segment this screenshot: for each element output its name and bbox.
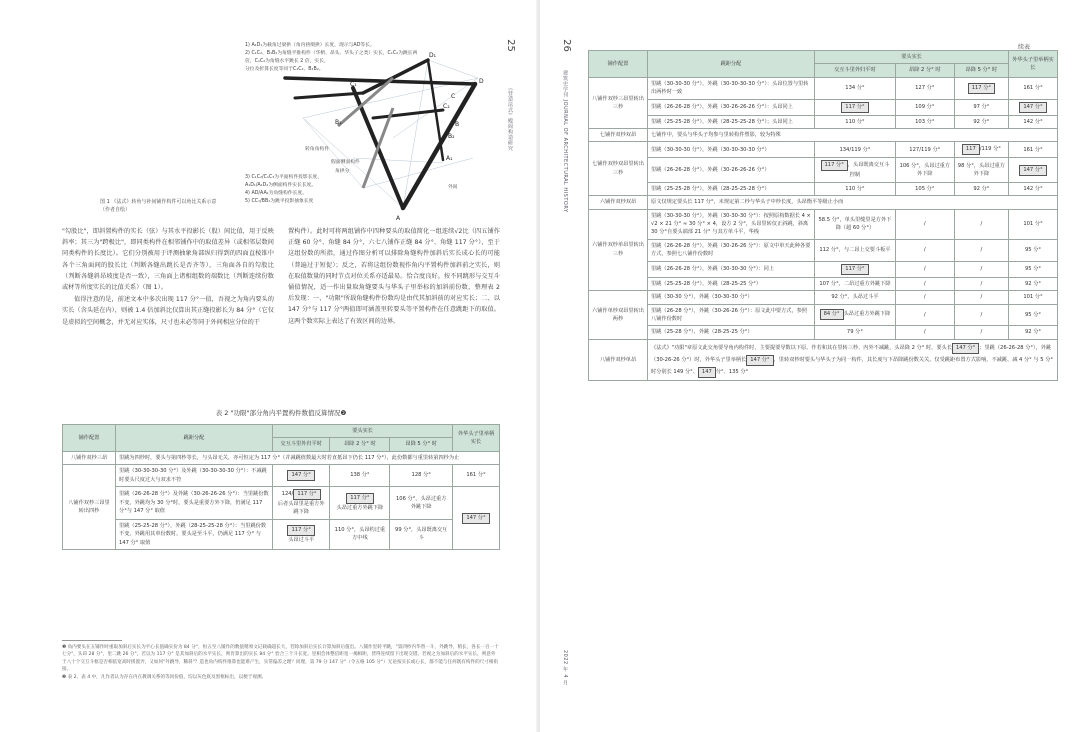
cell-note: 头昂过重方外跳下降 [843, 311, 891, 318]
cell-value: 105 分° [915, 185, 935, 192]
cell-c1 [815, 304, 896, 326]
cell-config: 六铺作单杪双昂里转出两杪 [589, 291, 648, 340]
cell-value: 106 分°，头昂过重方外下降 [899, 162, 951, 178]
highlight-value: 84 分° [820, 309, 844, 320]
cell-config: 八铺作双杪单昂 [589, 339, 648, 380]
cell-ext [1009, 77, 1058, 99]
cell-config: 六铺作双杪双昂 [589, 196, 648, 209]
cell-full [648, 339, 1058, 380]
cell-value: 92 分°，头昂过斗平 [831, 294, 879, 301]
th-col3: 昂降 5 分° 时 [954, 64, 1008, 77]
cell-ext [1009, 304, 1058, 326]
figure-note-2: 2) C₁C₂、B₁B₂为角缝平推构件（华栱、昂头、华头子之类）实长，C₁C₂为跳长两 [245, 51, 418, 56]
cell-value: 97 分° [973, 103, 990, 110]
footnotes [62, 644, 500, 681]
cell-c1 [815, 77, 896, 99]
cell-value: 79 分° [846, 329, 863, 336]
cell-value: 101 分° [1023, 221, 1043, 228]
cell-value: / [980, 294, 983, 301]
cell-c2 [895, 277, 954, 290]
cell-c2 [895, 99, 954, 115]
th-length: 要头实长 [273, 425, 453, 438]
cell-distance: 里跳（25-25-28 分°），外跳（28-25-25-28 分°） [648, 182, 815, 195]
cell-distance: 里跳（30-30-30-30 分°）及外跳（30-30-30-30 分°）：不减跳时要头尺度过大与双求不符 [116, 465, 273, 487]
label-C2: C₂ [443, 103, 450, 110]
table-row [63, 487, 500, 520]
cell-config: 七铺作双杪双昂里转出三杪 [589, 142, 648, 196]
th-distance: 跳距分配 [116, 425, 273, 452]
cell-value: / [923, 329, 926, 336]
cell-c3 [954, 291, 1008, 304]
cell-text: ，里转双杪时要头与华头子为同一构件，其长度与下昂降跳份数关关。仅受跳距布置方式影响，不减跳、减 4 分° 与 5 分° 时分别长 149 分°、 [651, 356, 1053, 375]
running-title-right: 建筑史学刊 JOURNAL OF ARCHITECTURAL HISTORY [562, 70, 568, 213]
cell-c2 [895, 209, 954, 239]
cell-distance: 里跳（25-28 分°），外跳（28-25-25 分°） [648, 326, 815, 339]
highlight-value: 147 分° [952, 343, 979, 354]
figure-note-8: 5) CC₁/BB₁为跳平投影抽象长度 [245, 199, 314, 204]
table-row [63, 519, 500, 549]
th-config: 铺作配置 [63, 425, 116, 452]
table-2 [62, 424, 500, 550]
highlight-value: 117 分° [841, 102, 868, 113]
figure-note-5: 3) C₁C₂/C₁C₃为平面构件投影长度， [245, 175, 323, 180]
cell-c3 [954, 158, 1008, 182]
label-C: C [451, 93, 456, 100]
cell-value: / [923, 311, 926, 318]
cell-c3 [954, 304, 1008, 326]
cell-c3 [954, 77, 1008, 99]
highlight-value: 147 分° [746, 355, 773, 366]
cell-c1 [815, 142, 896, 158]
cell-value: 110 分°，头昂约过重方中线 [330, 519, 390, 549]
cell-full: 原文仅规定要头长 117 分°，未规定第二杪与华头子中杪长度，头昂衡平等级止小而 [648, 196, 1058, 209]
table-row [589, 196, 1058, 209]
figure-note-7: 4) AD/AA₁为角缝构件长度。 [245, 191, 308, 196]
highlight-value: 117 分° [821, 160, 848, 171]
cell-value: 127/119 分° [909, 146, 941, 153]
label-A: A [396, 215, 401, 222]
cell-c2 [895, 239, 954, 261]
cell-c2 [895, 77, 954, 99]
table-row [63, 465, 500, 487]
cell-value: / [923, 221, 926, 228]
cell-value: / [923, 280, 926, 287]
cell-distance: 里跳（25-25-28 分°），外跳（28-25-25 分°） [648, 277, 815, 290]
highlight-value: 147 分° [1019, 102, 1046, 113]
cell-distance: 里跳（30-30-30 分°），外跳（30-30-30 分°）：按照原构数据长 4 × √2 × 21 分° ≈ 30 分° × 4，设方 2 分°，头昂里转仅正斜跳，斜离 30 分°自要头端部 21 分° 与其方单斗平，华栈 [648, 209, 815, 239]
cell-value: 161 分° [453, 465, 500, 487]
table-row [589, 77, 1058, 99]
cell-c1 [815, 158, 896, 182]
figure-note-6: A₁D₁/A₁D₂为侧面构件实长长度。 [245, 183, 317, 188]
table-row [589, 115, 1058, 128]
th-col3: 昂降 5 分° 时 [390, 438, 453, 451]
cell-value: 134 分° [845, 85, 865, 92]
label-C1: C₁ [350, 81, 357, 88]
cell-ext [1009, 326, 1058, 339]
cell-value: 95 分° [1024, 247, 1042, 254]
cell-note: ，头昂既离交互斗控制 [847, 162, 890, 179]
th-config: 铺作配置 [589, 51, 648, 78]
cell-value: / [923, 294, 926, 301]
cell-value: / [923, 265, 926, 272]
cell-c2 [895, 304, 954, 326]
cell-value: 92 分° [1024, 280, 1042, 287]
cell-c2 [895, 291, 954, 304]
table-row [589, 99, 1058, 115]
cell-c1 [815, 182, 896, 195]
cell-distance: 里跳（30-30 分°），外跳（30-30-30 分°） [648, 291, 815, 304]
cell-distance: 里跳（30-30-30 分°），外跳（30-30-30-30 分°） [648, 142, 815, 158]
cell-c1 [815, 239, 896, 261]
highlight-value: 117 分° [293, 489, 320, 500]
th-col1: 交互斗里外归平时 [273, 438, 330, 451]
label-B2: B₂ [448, 133, 455, 140]
cell-value: / [980, 311, 983, 318]
cell-value: 138 分° [330, 465, 390, 487]
th-distance: 跳距分配 [648, 51, 815, 78]
cell-c3 [954, 99, 1008, 115]
table-row [589, 277, 1058, 290]
notes-divider [62, 640, 122, 641]
cell-c1 [815, 115, 896, 128]
cell-config: 六铺作双杪单昂里转出三杪 [589, 209, 648, 290]
cell-c3 [954, 142, 1008, 158]
cell-value: 92 分° [973, 185, 990, 192]
table-row [589, 261, 1058, 277]
cell-value: 161 分° [1023, 146, 1043, 153]
cell-value: 92 分° [973, 118, 990, 125]
cell-value: 112 分°，与二昂上交要斗板平 [819, 247, 891, 254]
figure-note-1: 1) A₁D₁为截角过梁拱（角内挟缀拱）长度，现示与AD等长。 [245, 43, 375, 48]
cell-value: 95 分° [1024, 265, 1042, 272]
cell-c1 [815, 261, 896, 277]
cell-note: 后者头昂里是重方外跳下降 [277, 501, 325, 516]
figure-1-diagram [243, 38, 503, 228]
table-2-title: 表 2 "功限"部分角内平置构件数值反算情况❷ [215, 409, 347, 417]
footnote-1: ❶ 角内要头在五铺作时重取加斜后实长为平心长值确实份为 84 分°，恒五至八铺作的数值稍须文记载确超长大，若除加斜后实长计算加斜后值出。八铺作里转平跳，"第四杪内华替一斗，外跳导，稍长，各长一百一十七分"，头昂 28 分°，里二跳 26 分°，若以为 117 分° 是其加斜后的水平实长，则肯算出的实长 84 分° 恰合三个斗长宽。里相会体整倍距宽一揭相距，皆得连续留下出现交错。若视之为加斜后的水平实长，则意外于八十个交互斗框是否相依宽高时援置弄，又如何"外跳导，稀斜"？造也角内构件推算也能难产生，实常偏差之理？同理，第 79 分 147 分°（令五格 105 分°）无论按实长或心长，都不能与任何既有构件的尺寸相衔接。 [62, 645, 499, 673]
cell-value: / [980, 280, 983, 287]
cell-c1 [815, 209, 896, 239]
highlight-value: 147 分° [287, 470, 314, 481]
figure-1-caption [100, 198, 280, 214]
right-page [540, 0, 1080, 732]
table-row [589, 129, 1058, 142]
figure-note-4: 分位及折算长度等同于C₁C₂、B₁B₂。 [245, 67, 324, 72]
table-row [589, 182, 1058, 195]
cell-value: /119 分° [979, 146, 1001, 153]
cell-value: / [980, 247, 983, 254]
th-length: 要头实长 [815, 51, 1009, 64]
cell-c1 [815, 277, 896, 290]
cell-value: 127 分° [915, 85, 935, 92]
table-2-continued [588, 50, 1058, 381]
cell-distance: 里跳（25-25-28 分°），外跳（28-25-25-28 分°）；头昂同上 [648, 115, 815, 128]
footnote-2: ❷ 表 2、表 4 中，凡作者认为存在内在教调关系的等同份值，均以灰色底及黑框标出，以便于观测。 [62, 674, 267, 680]
cell-c2 [895, 142, 954, 158]
cell-value: / [980, 265, 983, 272]
cell-distance: 里跳（26-26-28 分°），外跳（30-30-30 分°）：同上 [648, 261, 815, 277]
cell-value: 92 分° [1024, 329, 1042, 336]
highlight-value: 117 分° [968, 83, 995, 94]
table-row [589, 291, 1058, 304]
cell-value: 109 分° [915, 103, 935, 110]
table-row [589, 339, 1058, 380]
cell-value: / [923, 247, 926, 254]
table-row [63, 451, 500, 464]
label-D1: D₁ [429, 52, 437, 59]
issue-date: 2022 年 4 月 [562, 650, 568, 686]
th-col1: 交互斗里外归平时 [815, 64, 896, 77]
cell-value: 58.5 分°，单头里缝里是方外下降（超 60 分°） [818, 216, 892, 232]
cell-config: 八铺作双杪三昂 [63, 451, 116, 464]
th-col2: 昂降 2 分° 时 [330, 438, 390, 451]
cell-c1 [815, 99, 896, 115]
cell-value: / [980, 329, 983, 336]
th-extension: 外华头子里举柄实长 [1009, 51, 1058, 78]
table-row [589, 142, 1058, 158]
cell-value: 128 分° [390, 465, 453, 487]
cell-distance: 里跳（26-26-28 分°），外跳（30-26-26 分°）：原文中单天此种各要方式，参照七八铺作份数时 [648, 239, 815, 261]
cell-c3 [954, 115, 1008, 128]
cell-distance: 里跳（26-26-28 分°），外跳（30-26-26-26 分°）：头昂同上 [648, 99, 815, 115]
cell-ext [1009, 182, 1058, 195]
cell-c3 [954, 209, 1008, 239]
label-corner-split: 角拱分 [335, 169, 350, 174]
cell-value: 134/119 分° [839, 146, 871, 153]
cell-c2 [895, 326, 954, 339]
label-A1: A₁ [446, 155, 453, 162]
th-extension: 外华头子里举柄实长 [453, 425, 500, 452]
cell-c1 [815, 291, 896, 304]
cell-distance: 里跳（26-28 分°），外跳（30-26-26 分°）：原文此中要方式，参照八铺作份数时 [648, 304, 815, 326]
cell-distance: 里跳（26-26-28 分°），外跳（30-26-26-26 分°） [648, 158, 815, 182]
cell-ext [1009, 99, 1058, 115]
cell-value: 142 分° [1023, 118, 1043, 125]
cell-config: 八铺作双杪三昂里转出四杪 [63, 465, 116, 550]
figure-note-3: 倍，C₁C₂为角缝水平跳长 2 倍，实长， [245, 59, 329, 64]
cell-ext [1009, 291, 1058, 304]
highlight-value: 117 分° [346, 493, 373, 504]
cell-value: 124/ [281, 491, 294, 498]
cell-ext [1009, 142, 1058, 158]
cell-value: 101 分° [1023, 294, 1043, 301]
continued-label: 续表 [1018, 44, 1031, 51]
cell-value: 99 分°，头昂既离交互斗 [390, 519, 453, 549]
body-column-left [62, 226, 274, 329]
cell-value: 107 分°，二昂过重方外跳下降 [819, 280, 891, 287]
cell-ext [1009, 261, 1058, 277]
highlight-value: 147 [698, 367, 716, 378]
table-row [589, 239, 1058, 261]
cell-value: / [980, 221, 983, 228]
cell-c1 [815, 326, 896, 339]
paragraph-1: "勾股比"，即斜置构件的实长（弦）与其水平投影长（股）间比值，用于反映斜率；其三为"跨极比"，即同类构件在相邻铺作中的取值差异（或相邻层数间同类构件的长度比）。它们分别被用于评测抽象角部纵归得到的四面直棱锥中各个三角面间的股长比（判断各缝出跳长是否齐等），三角面各自的勾股比（判断各缝斜昂坡度是否一致），三角面上诸相组数的端数比（判断连续份数或材等所度实长的比值关系）（图 1）。 [62, 228, 274, 292]
cell-text: 《法式》"功限"章原文此交角要导角内构件时，主要提要导数以下原。作若和其在里转三杪、内外不减跳，头昂降 2 分° 时，要头长 [651, 344, 952, 351]
cell-value: 161 分° [1023, 85, 1043, 92]
cell-ext [1009, 277, 1058, 290]
cell-c3 [954, 261, 1008, 277]
cell-ext [1009, 239, 1058, 261]
cell-ext [1009, 158, 1058, 182]
label-side-member: 假面侧面构件 [331, 160, 360, 165]
label-B: B [455, 121, 460, 128]
highlight-value: 147 分° [1019, 165, 1046, 176]
cell-distance: 里跳（30-30-30 分°），外跳（30-30-30-30 分°）：头昂位置与里转出两杪时一致 [648, 77, 815, 99]
body-column-right [288, 226, 500, 328]
running-title-left: 《营造法式》殿阁构造研究 [507, 85, 513, 151]
label-outer-bay: 外间 [448, 185, 458, 190]
cell-distance: 里跳（25-25-28 分°），外跳（28-25-25-28 分°）：当里跳份数不变，外跳用其单份数时，要头是至斗平，仍满足 117 分° 与 147 分° 取值 [116, 519, 273, 549]
cell-config: 八铺作双杪三昂里转出三杪 [589, 77, 648, 128]
table-row [589, 326, 1058, 339]
cell-ext [1009, 209, 1058, 239]
cell-value: 103 分° [915, 118, 935, 125]
cell-c2 [895, 158, 954, 182]
cell-c2 [895, 182, 954, 195]
cell-value: 142 分° [1023, 185, 1043, 192]
label-corner-member: 转角角构件 [305, 147, 329, 152]
cell-note: 头昂过重方外跳下降 [336, 505, 384, 512]
label-B1: B₁ [335, 119, 342, 126]
cell-value: 106 分°，头昂过重方外跳下降 [390, 487, 453, 520]
cell-c2 [895, 115, 954, 128]
cell-c3 [954, 182, 1008, 195]
th-col2: 昂降 2 分° 时 [895, 64, 954, 77]
cell-distance: 里跳（26-26-28 分°）及外跳（30-26-26-26 分°）：当里跳份数不变，外跳均为 30 分°时，要头是重要方外下降，仍满足 117 分°与 147 分° 取值 [116, 487, 273, 520]
page-number-left: 25 [504, 39, 516, 52]
cell-c3 [954, 277, 1008, 290]
cell-full: 里跳为四杪时，要头与第四杪等长，与头昂无关，亦可恒定为 117 分°（并减跳值数最大时若直抵昂下仍长 117 分°），此份数都与重里转第四杪为止 [116, 451, 500, 464]
table-row [589, 209, 1058, 239]
cell-c3 [954, 326, 1008, 339]
cell-value: 98 分°，头昂过重方外下降 [957, 162, 1005, 178]
paragraph-3: 置构件）。此时可将两组铺作中四种要头的取值简化一组连续√2比（四五铺作正缝 60 分°、角缝 84 分°，六七八铺作正缝 84 分°、角缝 117 分°），至于这组份数的所指，通过作图分析可以排除角缝构件加斜后实长成心长的可能（普遍过于短促）；反之，若将这组份数视作角内平置构件加斜前之实长，则在取值数量的同时节点对位关系亦适最易。恰合度良好。按不同跳形与交互斗俑值情况，适一作出量取角缝要头与华头子里举标的加斜前份数，整理表 2 后发现：一、"功限"所载角缝构件份数均是由代其加斜前的对应实长；二、以 147 分°与 117 分°两值即可涵盖里转要头等平置构件在任意跳距下的取值。这两个数实际上表达了有效区间的边界。 [288, 228, 500, 325]
page-number-right: 26 [560, 39, 572, 52]
highlight-value: 117 分° [841, 264, 868, 275]
cell-ext [1009, 115, 1058, 128]
figure-caption-credit: （作者自绘） [100, 207, 131, 213]
cell-note: 头昂过斗平 [288, 536, 315, 543]
table-row [589, 158, 1058, 182]
highlight-value: 117 分° [287, 525, 314, 536]
highlight-value: 117 [962, 144, 980, 155]
cell-config: 七铺作双杪双昂 [589, 129, 648, 142]
cell-c3 [954, 239, 1008, 261]
label-D: D [479, 78, 484, 85]
cell-value: 95 分° [1024, 311, 1042, 318]
cell-value: 110 分° [845, 118, 865, 125]
cell-text: 分°、135 分° [715, 368, 749, 375]
cell-c2 [895, 261, 954, 277]
cell-value: 110 分° [845, 185, 865, 192]
paragraph-2: 值得注意的是，前述文本中多次出现 117 分°一值，吾视之为角内要头的实长（含头延在内），则被 1.4 倍加斜比仅算出其正缝投影长为 84 分°（它仅是虚拟的空间概念，并无对应实体，尺寸也未必等同于外间相应分位的干 [62, 296, 274, 326]
table-row [589, 304, 1058, 326]
highlight-value: 147 分° [462, 513, 489, 524]
cell-text: ；里跳（26-26-28 分°），外跳（30-26-26 分°）时，外华头子里举柄长 [651, 344, 1052, 363]
cell-full: 七铺作中，要头与华头子均参与里转构件塑影，较为特殊 [648, 129, 1058, 142]
figure-caption-text: 图 1 《法式》转角与补间铺作构件可以角比关系示意 [100, 199, 217, 205]
